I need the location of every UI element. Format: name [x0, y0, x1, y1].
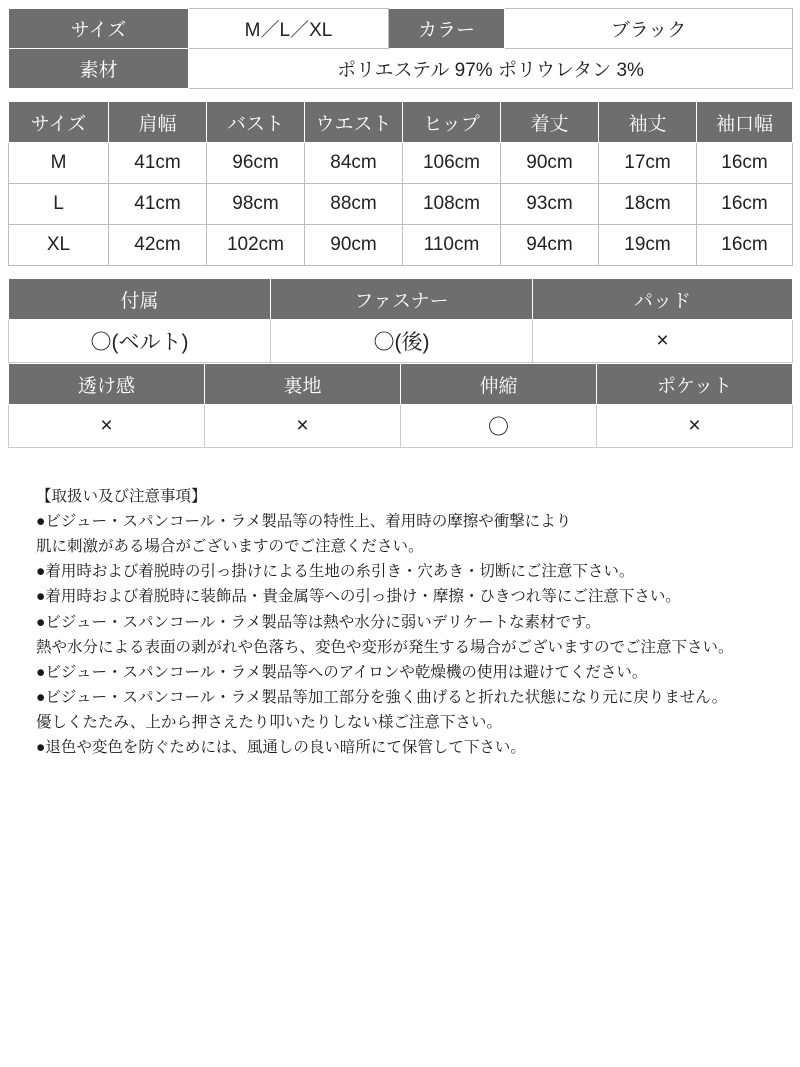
care-note-line: ●ビジュー・スパンコール・ラメ製品等の特性上、着用時の摩擦や衝撃により — [36, 513, 572, 531]
col-shoulder: 肩幅 — [109, 102, 207, 143]
cell: 96cm — [207, 143, 305, 184]
cell: 41cm — [109, 143, 207, 184]
care-note-line: ●ビジュー・スパンコール・ラメ製品等へのアイロンや乾燥機の使用は避けてください。 — [36, 663, 648, 681]
table-row — [9, 49, 793, 89]
label-size: サイズ — [9, 9, 189, 49]
cell: 90cm — [305, 225, 403, 266]
care-notes — [36, 484, 792, 760]
col-accessory: 付属 — [9, 279, 271, 320]
label-color: カラー — [389, 9, 505, 49]
col-sleeve-length: 袖丈 — [599, 102, 697, 143]
label-material: 素材 — [9, 49, 189, 89]
basic-info-table — [8, 8, 793, 89]
value-size: M／L／XL — [189, 9, 389, 49]
attribute-table-features — [8, 363, 793, 448]
value-sheerness: × — [9, 405, 205, 448]
care-note-line: 優しくたたみ、上から押さえたり叩いたりしない様ご注意下さい。 — [36, 713, 502, 731]
cell: 19cm — [599, 225, 697, 266]
col-cuff-width: 袖口幅 — [697, 102, 793, 143]
value-pad: × — [533, 320, 793, 363]
spacer — [8, 266, 792, 278]
care-note-line: ●ビジュー・スパンコール・ラメ製品等は熱や水分に弱いデリケートな素材です。 — [36, 613, 601, 631]
cell: 17cm — [599, 143, 697, 184]
cell: 16cm — [697, 143, 793, 184]
care-note-line: 熱や水分による表面の剥がれや色落ち、変色や変形が発生する場合がございますのでご注意下さい。 — [36, 638, 734, 656]
cell: 94cm — [501, 225, 599, 266]
col-bust: バスト — [207, 102, 305, 143]
cell: 88cm — [305, 184, 403, 225]
value-lining: × — [205, 405, 401, 448]
spacer — [8, 89, 792, 101]
col-waist: ウエスト — [305, 102, 403, 143]
cell: 102cm — [207, 225, 305, 266]
col-zipper: ファスナー — [271, 279, 533, 320]
care-note-line: ●着用時および着脱時の引っ掛けによる生地の糸引き・穴あき・切断にご注意下さい。 — [36, 563, 635, 581]
col-pocket: ポケット — [597, 364, 793, 405]
cell: XL — [9, 225, 109, 266]
table-row — [9, 405, 793, 448]
cell: 84cm — [305, 143, 403, 184]
value-accessory: 〇(ベルト) — [9, 320, 271, 363]
table-row — [9, 184, 793, 225]
col-size: サイズ — [9, 102, 109, 143]
table-header-row — [9, 364, 793, 405]
cell: 93cm — [501, 184, 599, 225]
col-stretch: 伸縮 — [401, 364, 597, 405]
table-header-row — [9, 102, 793, 143]
cell: 110cm — [403, 225, 501, 266]
table-row — [9, 320, 793, 363]
col-hip: ヒップ — [403, 102, 501, 143]
cell: 98cm — [207, 184, 305, 225]
table-row — [9, 143, 793, 184]
col-pad: パッド — [533, 279, 793, 320]
attribute-table-accessories — [8, 278, 793, 363]
cell: L — [9, 184, 109, 225]
cell: 108cm — [403, 184, 501, 225]
care-note-line: ●ビジュー・スパンコール・ラメ製品等加工部分を強く曲げると折れた状態になり元に戻りません。 — [36, 688, 728, 706]
value-zipper: 〇(後) — [271, 320, 533, 363]
cell: 18cm — [599, 184, 697, 225]
cell: 16cm — [697, 184, 793, 225]
value-material: ポリエステル 97% ポリウレタン 3% — [189, 49, 793, 89]
care-notes-title: 【取扱い及び注意事項】 — [36, 488, 207, 505]
care-note-line: ●退色や変色を防ぐためには、風通しの良い暗所にて保管して下さい。 — [36, 739, 526, 757]
col-length: 着丈 — [501, 102, 599, 143]
col-lining: 裏地 — [205, 364, 401, 405]
value-pocket: × — [597, 405, 793, 448]
value-stretch: 〇 — [401, 405, 597, 448]
cell: 90cm — [501, 143, 599, 184]
care-note-line: ●着用時および着脱時に装飾品・貴金属等への引っ掛け・摩擦・ひきつれ等にご注意下さい。 — [36, 588, 681, 606]
table-row — [9, 225, 793, 266]
cell: 16cm — [697, 225, 793, 266]
value-color: ブラック — [505, 9, 793, 49]
care-note-line: 肌に刺激がある場合がございますのでご注意ください。 — [36, 538, 424, 556]
table-header-row — [9, 279, 793, 320]
cell: 106cm — [403, 143, 501, 184]
cell: 41cm — [109, 184, 207, 225]
table-row — [9, 9, 793, 49]
cell: M — [9, 143, 109, 184]
col-sheerness: 透け感 — [9, 364, 205, 405]
measurement-table — [8, 101, 793, 266]
cell: 42cm — [109, 225, 207, 266]
